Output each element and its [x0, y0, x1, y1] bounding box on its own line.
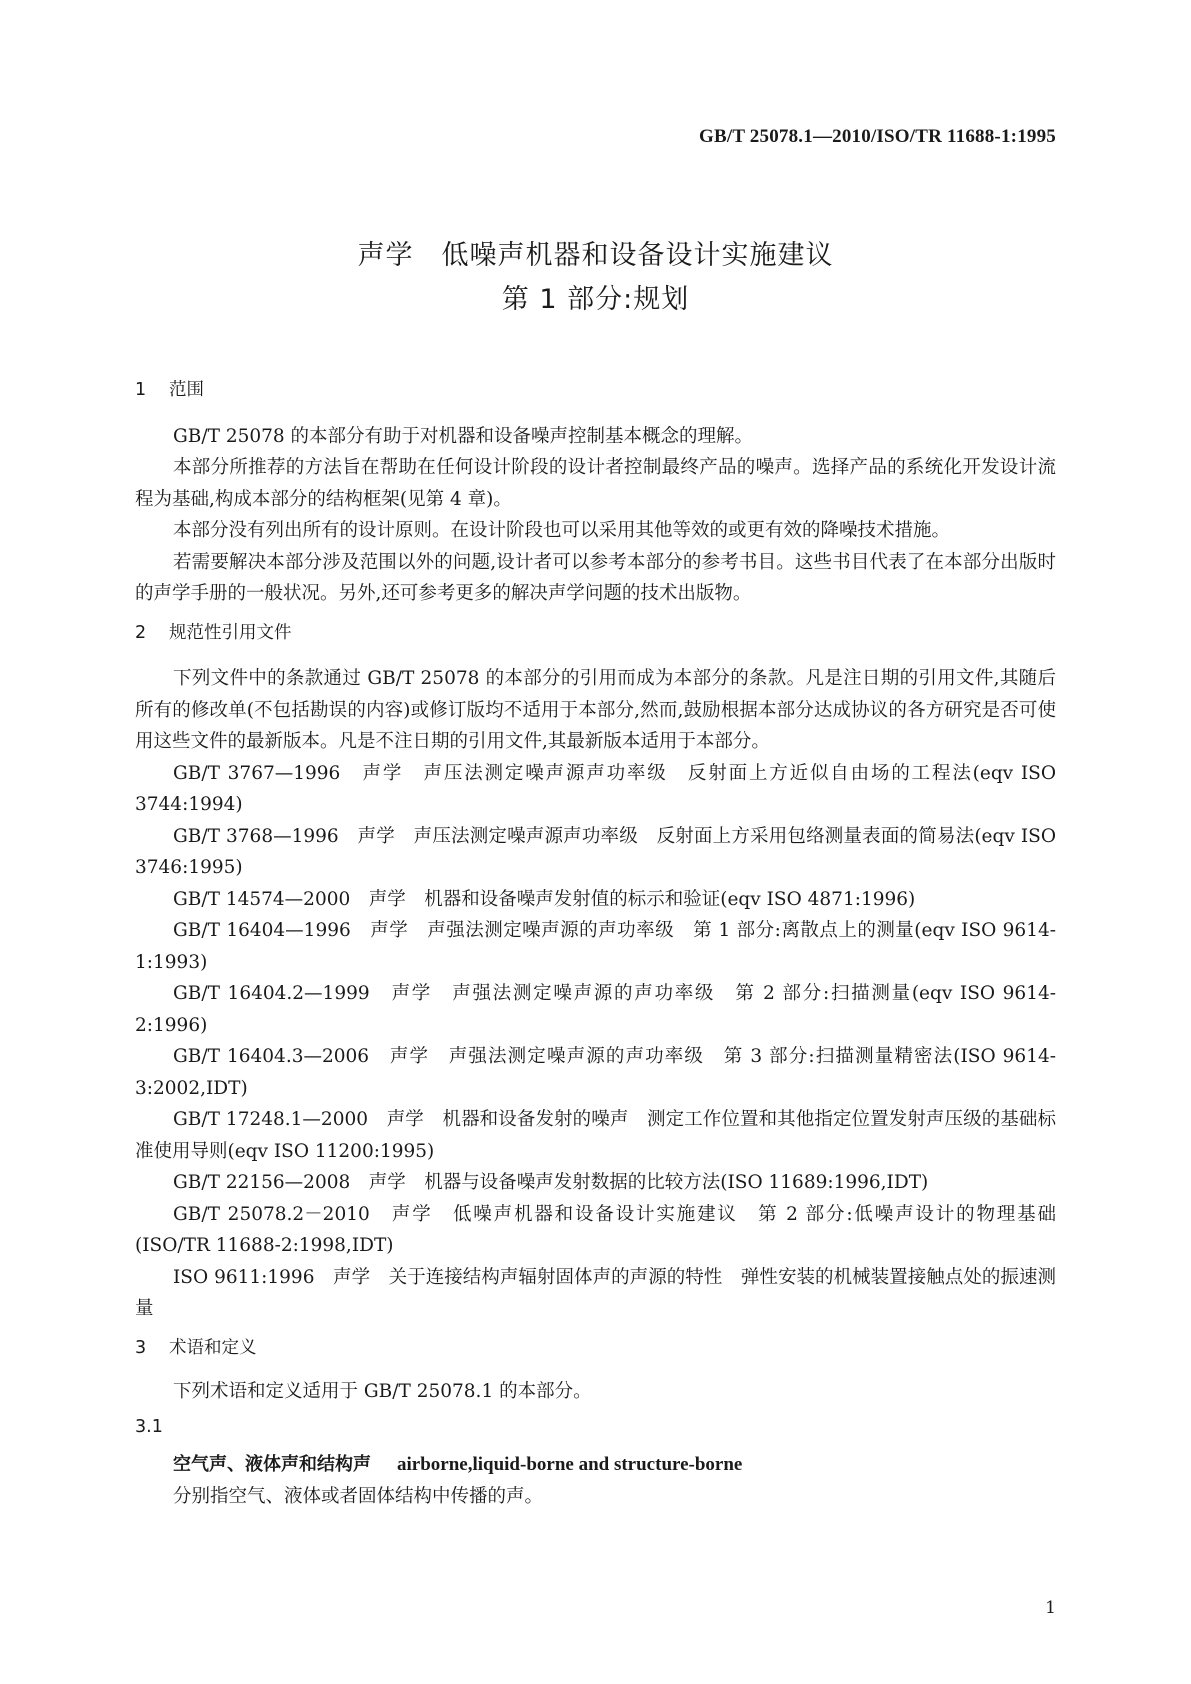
definition-term: [135, 1449, 1056, 1481]
reference-item: GB/T 16404.3—2006 声学 声强法测定噪声源的声功率级 第 3 部分:扫描测量精密法(ISO 9614-3:2002,IDT): [135, 1046, 1056, 1099]
document-title: 声学 低噪声机器和设备设计实施建议: [357, 240, 834, 271]
reference-item: GB/T 16404—1996 声学 声强法测定噪声源的声功率级 第 1 部分:离散点上的测量(eqv ISO 9614-1:1993): [135, 920, 1056, 973]
section-heading-normative-references: [135, 618, 1056, 650]
paragraph: 本部分所推荐的方法旨在帮助在任何设计阶段的设计者控制最终产品的噪声。选择产品的系统化开发设计流程为基础,构成本部分的结构框架(见第 4 章)。: [135, 457, 1056, 510]
definition-text: 分别指空气、液体或者固体结构中传播的声。: [173, 1485, 544, 1507]
definition-number: 3.1: [135, 1416, 163, 1437]
section-number: 2: [135, 622, 147, 643]
document-body: [135, 375, 1056, 1512]
section-heading-scope: [135, 375, 1056, 407]
term-chinese: 空气声、液体声和结构声: [173, 1454, 371, 1475]
term-english: airborne,liquid-borne and structure-borne: [397, 1454, 743, 1475]
reference-item: GB/T 14574—2000 声学 机器和设备噪声发射值的标示和验证(eqv ISO 4871:1996): [173, 888, 916, 910]
reference-item: GB/T 3768—1996 声学 声压法测定噪声源声功率级 反射面上方采用包络测量表面的简易法(eqv ISO 3746:1995): [135, 825, 1056, 878]
reference-item: ISO 9611:1996 声学 关于连接结构声辐射固体声的声源的特性 弹性安装的机械装置接触点处的振速测量: [135, 1266, 1056, 1319]
reference-item: GB/T 25078.2－2010 声学 低噪声机器和设备设计实施建议 第 2 部分:低噪声设计的物理基础(ISO/TR 11688-2:1998,IDT): [135, 1203, 1056, 1256]
section-heading-terms-definitions: [135, 1333, 1056, 1365]
section-number: 1: [135, 380, 147, 400]
paragraph: 若需要解决本部分涉及范围以外的问题,设计者可以参考本部分的参考书目。这些书目代表了在本部分出版时的声学手册的一般状况。另外,还可参考更多的解决声学问题的技术出版物。: [135, 551, 1056, 604]
reference-item: GB/T 3767—1996 声学 声压法测定噪声源声功率级 反射面上方近似自由场的工程法(eqv ISO 3744:1994): [135, 762, 1056, 815]
section-title: 术语和定义: [169, 1337, 257, 1358]
section-number: 3: [135, 1337, 147, 1358]
paragraph: 下列文件中的条款通过 GB/T 25078 的本部分的引用而成为本部分的条款。凡是注日期的引用文件,其随后所有的修改单(不包括勘误的内容)或修订版均不适用于本部分,然而,鼓励根据本部分达成协议的各方研究是否可使用这些文件的最新版本。凡是不注日期的引用文件,其最新版本适用于本部分。: [135, 668, 1056, 752]
paragraph: 本部分没有列出所有的设计原则。在设计阶段也可以采用其他等效的或更有效的降噪技术措施。: [173, 520, 951, 541]
section-title: 范围: [169, 380, 204, 400]
standard-code: GB/T 25078.1—2010/ISO/TR 11688-1:1995: [698, 126, 1056, 147]
reference-item: GB/T 17248.1—2000 声学 机器和设备发射的噪声 测定工作位置和其他指定位置发射声压级的基础标准使用导则(eqv ISO 11200:1995): [135, 1109, 1056, 1162]
page-number: 1: [1045, 1598, 1056, 1618]
reference-item: GB/T 16404.2—1999 声学 声强法测定噪声源的声功率级 第 2 部分:扫描测量(eqv ISO 9614-2:1996): [135, 983, 1056, 1036]
document-subtitle: 第 1 部分:规划: [501, 284, 690, 315]
reference-item: GB/T 22156—2008 声学 机器与设备噪声发射数据的比较方法(ISO 11689:1996,IDT): [173, 1172, 929, 1193]
paragraph: 下列术语和定义适用于 GB/T 25078.1 的本部分。: [173, 1381, 592, 1402]
paragraph: GB/T 25078 的本部分有助于对机器和设备噪声控制基本概念的理解。: [173, 425, 754, 447]
section-title: 规范性引用文件: [169, 622, 292, 643]
